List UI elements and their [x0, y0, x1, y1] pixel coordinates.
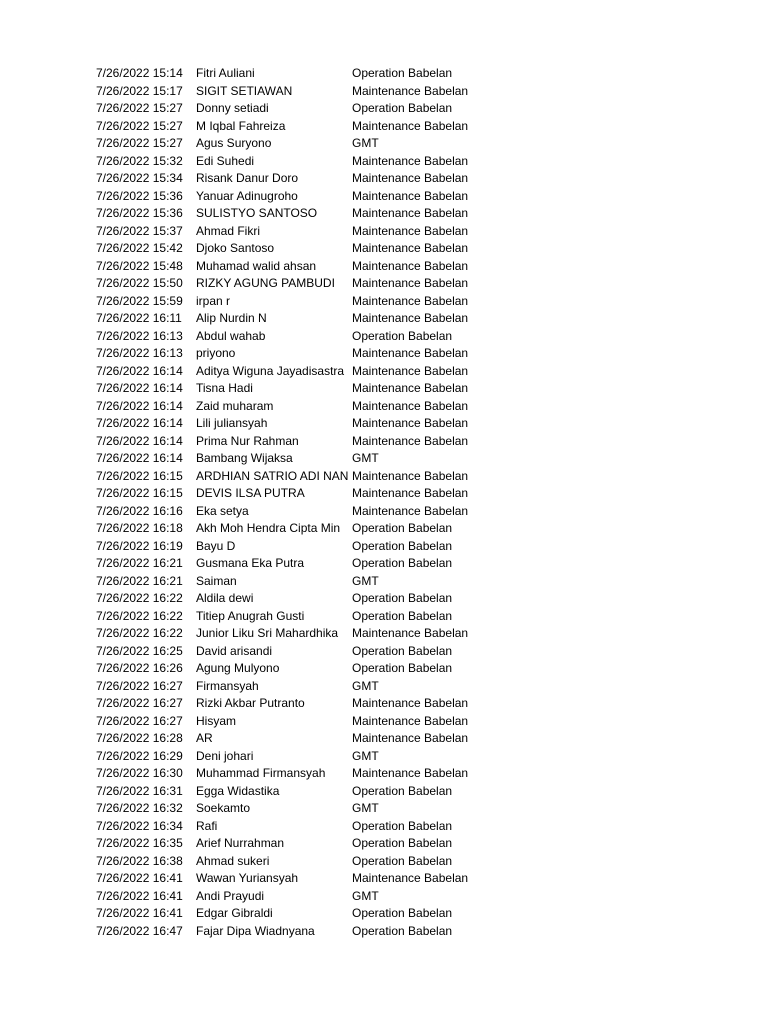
- timestamp-cell: 7/26/2022 15:36: [96, 188, 183, 203]
- name-cell: Ahmad sukeri: [196, 853, 270, 868]
- department-cell: Operation Babelan: [352, 783, 453, 798]
- table-row: [96, 433, 496, 451]
- table-row: [96, 713, 496, 731]
- timestamp-cell: 7/26/2022 16:15: [96, 468, 183, 483]
- department-cell: Maintenance Babelan: [352, 416, 469, 430]
- timestamp-cell: 7/26/2022 15:27: [96, 101, 183, 115]
- table-row: [96, 660, 496, 678]
- timestamp-cell: 7/26/2022 16:41: [96, 888, 183, 903]
- table-row: [96, 730, 496, 748]
- name-cell: Gusmana Eka Putra: [196, 556, 305, 570]
- department-cell: Maintenance Babelan: [352, 293, 469, 308]
- timestamp-cell: 7/26/2022 16:13: [96, 346, 183, 360]
- timestamp-cell: 7/26/2022 16:38: [96, 853, 183, 868]
- table-row: [96, 555, 496, 573]
- table-row: [96, 538, 496, 556]
- timestamp-cell: 7/26/2022 15:50: [96, 276, 183, 290]
- timestamp-cell: 7/26/2022 15:14: [96, 66, 183, 80]
- department-cell: Maintenance Babelan: [352, 118, 469, 133]
- table-row: [96, 153, 496, 171]
- department-cell: Maintenance Babelan: [352, 486, 469, 500]
- name-cell: Edgar Gibraldi: [196, 906, 273, 920]
- table-row: [96, 835, 496, 853]
- timestamp-cell: 7/26/2022 16:41: [96, 906, 183, 920]
- department-cell: Operation Babelan: [352, 66, 453, 80]
- timestamp-cell: 7/26/2022 15:34: [96, 171, 183, 185]
- timestamp-cell: 7/26/2022 16:31: [96, 783, 183, 798]
- department-cell: Operation Babelan: [352, 556, 453, 570]
- timestamp-cell: 7/26/2022 16:21: [96, 573, 183, 588]
- department-cell: Operation Babelan: [352, 608, 453, 623]
- timestamp-cell: 7/26/2022 16:15: [96, 486, 183, 500]
- department-cell: GMT: [352, 451, 379, 465]
- timestamp-cell: 7/26/2022 15:42: [96, 241, 183, 255]
- name-cell: Muhammad Firmansyah: [196, 766, 326, 780]
- timestamp-cell: 7/26/2022 16:14: [96, 381, 183, 395]
- timestamp-cell: 7/26/2022 16:14: [96, 416, 183, 430]
- department-cell: Operation Babelan: [352, 836, 453, 850]
- name-cell: Agus Suryono: [196, 136, 272, 150]
- timestamp-cell: 7/26/2022 15:48: [96, 258, 183, 273]
- table-row: [96, 643, 496, 661]
- department-cell: Maintenance Babelan: [352, 696, 469, 710]
- timestamp-cell: 7/26/2022 16:22: [96, 608, 183, 623]
- department-cell: Maintenance Babelan: [352, 626, 469, 640]
- table-row: [96, 398, 496, 416]
- department-cell: GMT: [352, 888, 379, 903]
- department-cell: Operation Babelan: [352, 643, 453, 658]
- table-row: [96, 748, 496, 766]
- table-row: [96, 625, 496, 643]
- department-cell: Operation Babelan: [352, 328, 453, 343]
- name-cell: Egga Widastika: [196, 783, 280, 798]
- name-cell: Bambang Wijaksa: [196, 451, 293, 465]
- table-row: [96, 135, 496, 153]
- department-cell: GMT: [352, 136, 379, 150]
- timestamp-cell: 7/26/2022 16:34: [96, 818, 183, 833]
- table-row: [96, 205, 496, 223]
- timestamp-cell: 7/26/2022 15:17: [96, 83, 183, 98]
- table-row: [96, 783, 496, 801]
- timestamp-cell: 7/26/2022 16:26: [96, 661, 183, 675]
- department-cell: Maintenance Babelan: [352, 206, 469, 220]
- name-cell: RIZKY AGUNG PAMBUDI: [196, 276, 335, 290]
- department-cell: Maintenance Babelan: [352, 713, 469, 728]
- timestamp-cell: 7/26/2022 16:13: [96, 328, 183, 343]
- table-row: [96, 363, 496, 381]
- timestamp-cell: 7/26/2022 16:22: [96, 591, 183, 605]
- department-cell: Operation Babelan: [352, 591, 453, 605]
- name-cell: SIGIT SETIAWAN: [196, 83, 293, 98]
- table-row: [96, 468, 496, 486]
- department-cell: Maintenance Babelan: [352, 223, 469, 238]
- table-row: [96, 608, 496, 626]
- department-cell: Maintenance Babelan: [352, 153, 469, 168]
- table-row: [96, 275, 496, 293]
- timestamp-cell: 7/26/2022 16:16: [96, 503, 183, 518]
- name-cell: Ahmad Fikri: [196, 223, 261, 238]
- name-cell: AR: [196, 731, 213, 745]
- department-cell: Maintenance Babelan: [352, 433, 469, 448]
- name-cell: Lili juliansyah: [196, 416, 268, 430]
- name-cell: Djoko Santoso: [196, 241, 275, 255]
- timestamp-cell: 7/26/2022 15:32: [96, 153, 183, 168]
- table-row: [96, 450, 496, 468]
- department-cell: Maintenance Babelan: [352, 381, 469, 395]
- timestamp-cell: 7/26/2022 15:27: [96, 136, 183, 150]
- name-cell: Bayu D: [196, 538, 236, 553]
- name-cell: Tisna Hadi: [196, 381, 253, 395]
- timestamp-cell: 7/26/2022 15:36: [96, 206, 183, 220]
- name-cell: priyono: [196, 346, 236, 360]
- department-cell: Operation Babelan: [352, 853, 453, 868]
- name-cell: Andi Prayudi: [196, 888, 265, 903]
- table-row: [96, 223, 496, 241]
- timestamp-cell: 7/26/2022 16:28: [96, 731, 183, 745]
- table-row: [96, 923, 496, 941]
- name-cell: Rizki Akbar Putranto: [196, 696, 305, 710]
- name-cell: Arief Nurrahman: [196, 836, 285, 850]
- name-cell: Fajar Dipa Wiadnyana: [196, 923, 315, 938]
- timestamp-cell: 7/26/2022 16:32: [96, 801, 183, 815]
- timestamp-cell: 7/26/2022 16:25: [96, 643, 183, 658]
- table-row: [96, 293, 496, 311]
- department-cell: Maintenance Babelan: [352, 311, 469, 325]
- department-cell: Operation Babelan: [352, 818, 453, 833]
- name-cell: irpan r: [196, 293, 231, 308]
- timestamp-cell: 7/26/2022 16:21: [96, 556, 183, 570]
- department-cell: Maintenance Babelan: [352, 871, 469, 885]
- timestamp-cell: 7/26/2022 16:29: [96, 748, 183, 763]
- name-cell: Saiman: [196, 573, 237, 588]
- table-row: [96, 240, 496, 258]
- table-row: [96, 345, 496, 363]
- department-cell: Maintenance Babelan: [352, 468, 469, 483]
- table-row: [96, 258, 496, 276]
- table-row: [96, 100, 496, 118]
- department-cell: Maintenance Babelan: [352, 276, 469, 290]
- timestamp-cell: 7/26/2022 16:30: [96, 766, 183, 780]
- name-cell: DEVIS ILSA PUTRA: [196, 486, 305, 500]
- department-cell: Maintenance Babelan: [352, 241, 469, 255]
- name-cell: ARDHIAN SATRIO ADI NAN: [196, 468, 349, 483]
- department-cell: Maintenance Babelan: [352, 188, 469, 203]
- name-cell: Rafi: [196, 818, 218, 833]
- name-cell: Edi Suhedi: [196, 153, 255, 168]
- name-cell: SULISTYO SANTOSO: [196, 206, 318, 220]
- department-cell: GMT: [352, 748, 379, 763]
- department-cell: Maintenance Babelan: [352, 171, 469, 185]
- attendance-sheet: [96, 65, 496, 940]
- department-cell: Operation Babelan: [352, 906, 453, 920]
- name-cell: Deni johari: [196, 748, 254, 763]
- table-row: [96, 870, 496, 888]
- department-cell: Maintenance Babelan: [352, 398, 469, 413]
- name-cell: Soekamto: [196, 801, 251, 815]
- timestamp-cell: 7/26/2022 15:37: [96, 223, 183, 238]
- name-cell: Agung Mulyono: [196, 661, 280, 675]
- table-row: [96, 678, 496, 696]
- timestamp-cell: 7/26/2022 16:22: [96, 626, 183, 640]
- name-cell: Aditya Wiguna Jayadisastra: [196, 363, 345, 378]
- name-cell: M Iqbal Fahreiza: [196, 118, 286, 133]
- name-cell: Donny setiadi: [196, 101, 269, 115]
- department-cell: GMT: [352, 678, 379, 693]
- table-row: [96, 83, 496, 101]
- table-row: [96, 503, 496, 521]
- table-row: [96, 800, 496, 818]
- department-cell: Maintenance Babelan: [352, 503, 469, 518]
- table-row: [96, 118, 496, 136]
- table-row: [96, 573, 496, 591]
- table-row: [96, 65, 496, 83]
- table-row: [96, 520, 496, 538]
- timestamp-cell: 7/26/2022 16:27: [96, 713, 183, 728]
- name-cell: Titiep Anugrah Gusti: [196, 608, 305, 623]
- department-cell: Maintenance Babelan: [352, 731, 469, 745]
- table-row: [96, 695, 496, 713]
- timestamp-cell: 7/26/2022 16:14: [96, 398, 183, 413]
- timestamp-cell: 7/26/2022 16:14: [96, 363, 183, 378]
- timestamp-cell: 7/26/2022 16:19: [96, 538, 183, 553]
- timestamp-cell: 7/26/2022 16:18: [96, 521, 183, 535]
- department-cell: Operation Babelan: [352, 661, 453, 675]
- timestamp-cell: 7/26/2022 16:47: [96, 923, 183, 938]
- name-cell: Eka setya: [196, 503, 249, 518]
- department-cell: Operation Babelan: [352, 101, 453, 115]
- name-cell: Prima Nur Rahman: [196, 433, 299, 448]
- department-cell: GMT: [352, 801, 379, 815]
- name-cell: Akh Moh Hendra Cipta Min: [196, 521, 341, 535]
- timestamp-cell: 7/26/2022 16:14: [96, 433, 183, 448]
- name-cell: Hisyam: [196, 713, 237, 728]
- department-cell: Maintenance Babelan: [352, 258, 469, 273]
- department-cell: Maintenance Babelan: [352, 363, 469, 378]
- table-row: [96, 485, 496, 503]
- timestamp-cell: 7/26/2022 15:59: [96, 293, 183, 308]
- name-cell: Zaid muharam: [196, 398, 274, 413]
- timestamp-cell: 7/26/2022 16:41: [96, 871, 183, 885]
- table-row: [96, 170, 496, 188]
- name-cell: Junior Liku Sri Mahardhika: [196, 626, 339, 640]
- timestamp-cell: 7/26/2022 16:14: [96, 451, 183, 465]
- name-cell: Abdul wahab: [196, 328, 266, 343]
- table-row: [96, 310, 496, 328]
- name-cell: Yanuar Adinugroho: [196, 188, 298, 203]
- table-row: [96, 853, 496, 871]
- table-row: [96, 328, 496, 346]
- timestamp-cell: 7/26/2022 15:27: [96, 118, 183, 133]
- table-row: [96, 590, 496, 608]
- name-cell: Aldila dewi: [196, 591, 254, 605]
- name-cell: Risank Danur Doro: [196, 171, 299, 185]
- department-cell: GMT: [352, 573, 379, 588]
- timestamp-cell: 7/26/2022 16:27: [96, 696, 183, 710]
- name-cell: Firmansyah: [196, 678, 259, 693]
- name-cell: Muhamad walid ahsan: [196, 258, 317, 273]
- department-cell: Operation Babelan: [352, 521, 453, 535]
- table-row: [96, 188, 496, 206]
- department-cell: Maintenance Babelan: [352, 346, 469, 360]
- department-cell: Operation Babelan: [352, 538, 453, 553]
- department-cell: Operation Babelan: [352, 923, 453, 938]
- name-cell: Wawan Yuriansyah: [196, 871, 299, 885]
- department-cell: Maintenance Babelan: [352, 83, 469, 98]
- name-cell: Fitri Auliani: [196, 66, 255, 80]
- timestamp-cell: 7/26/2022 16:11: [96, 311, 182, 325]
- department-cell: Maintenance Babelan: [352, 766, 469, 780]
- table-row: [96, 765, 496, 783]
- name-cell: David arisandi: [196, 643, 273, 658]
- table-row: [96, 818, 496, 836]
- table-row: [96, 380, 496, 398]
- table-row: [96, 415, 496, 433]
- timestamp-cell: 7/26/2022 16:35: [96, 836, 183, 850]
- table-row: [96, 888, 496, 906]
- name-cell: Alip Nurdin N: [196, 311, 267, 325]
- timestamp-cell: 7/26/2022 16:27: [96, 678, 183, 693]
- table-row: [96, 905, 496, 923]
